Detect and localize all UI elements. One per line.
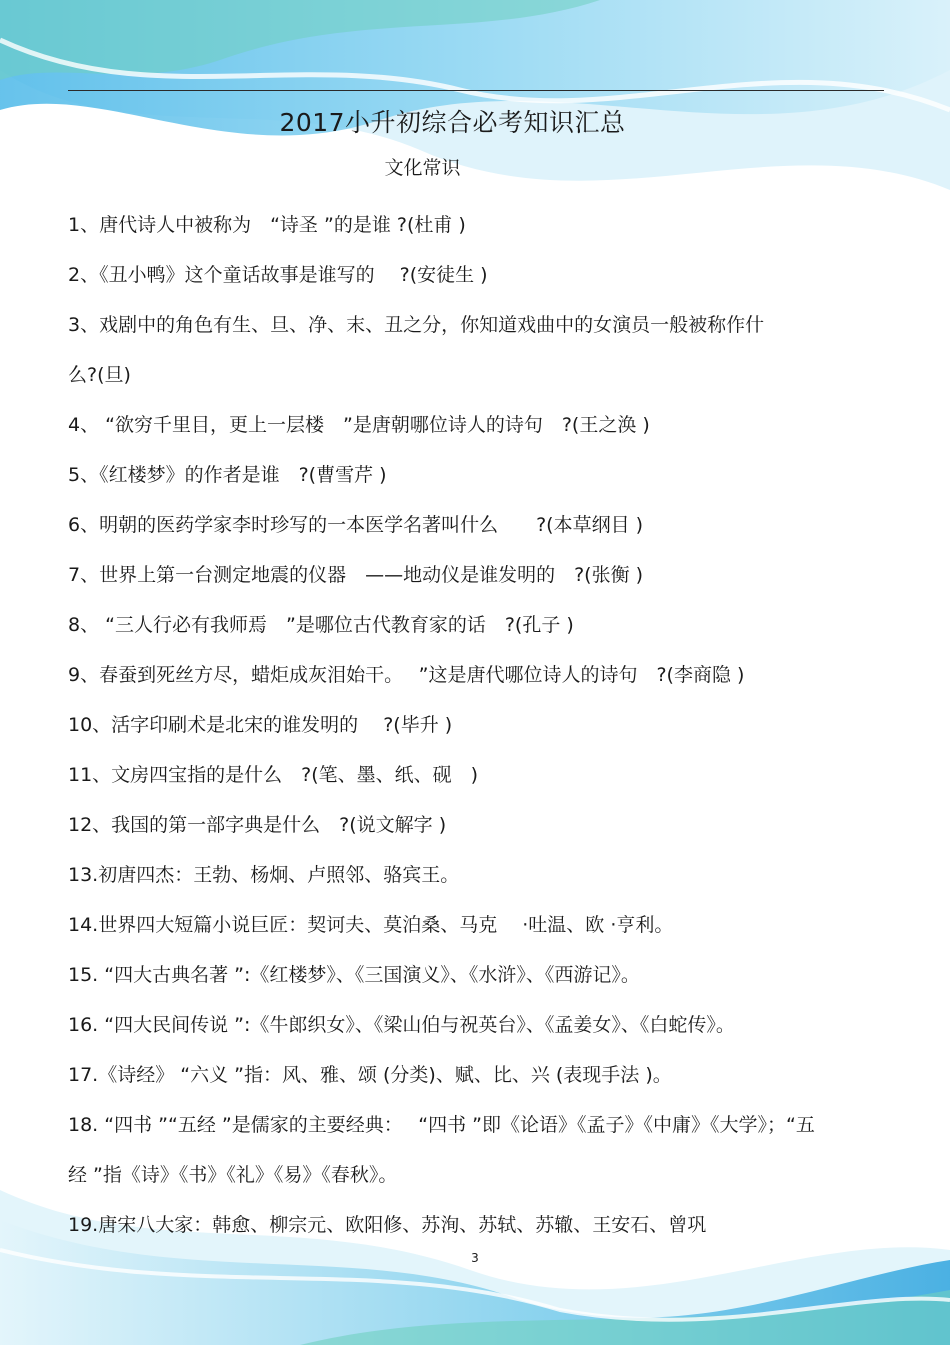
page-number: 3 <box>471 1251 479 1265</box>
list-item: 11、文房四宝指的是什么 ?(笔、墨、纸、砚 ) <box>68 764 479 786</box>
list-item: 12、我国的第一部字典是什么 ?(说文解字 ) <box>68 814 447 836</box>
list-item: 10、活字印刷术是北宋的谁发明的 ?(毕升 ) <box>68 714 453 736</box>
knowledge-list <box>68 200 888 1250</box>
list-item: 2、《丑小鸭》这个童话故事是谁写的 ?(安徒生 ) <box>68 264 488 286</box>
list-item: 5、《红楼梦》的作者是谁 ?(曹雪芹 ) <box>68 464 387 486</box>
list-item: 18. “四书 ”“五经 ”是儒家的主要经典： “四书 ”即《论语》《孟子》《中庸》《大学》；“五 <box>68 1114 815 1136</box>
document-title: 2017小升初综合必考知识汇总 <box>279 108 626 137</box>
list-item: 19.唐宋八大家：韩愈、柳宗元、欧阳修、苏洵、苏轼、苏辙、王安石、曾巩 <box>68 1214 707 1236</box>
header-rule <box>68 90 884 91</box>
list-item: 13.初唐四杰：王勃、杨炯、卢照邻、骆宾王。 <box>68 864 460 886</box>
list-item: 7、世界上第一台测定地震的仪器 ——地动仪是谁发明的 ?(张衡 ) <box>68 564 644 586</box>
list-item: 经 ”指《诗》《书》《礼》《易》《春秋》。 <box>68 1164 398 1186</box>
list-item: 14.世界四大短篇小说巨匠：契诃夫、莫泊桑、马克 ·吐温、欧 ·亨利。 <box>68 914 674 936</box>
list-item: 6、明朝的医药学家李时珍写的一本医学名著叫什么 ?(本草纲目 ) <box>68 514 644 536</box>
list-item: 4、 “欲穷千里目，更上一层楼 ”是唐朝哪位诗人的诗句 ?(王之涣 ) <box>68 414 650 436</box>
list-item: 17.《诗经》 “六义 ”指：风、雅、颂 (分类)、赋、比、兴 (表现手法 )。 <box>68 1064 672 1086</box>
list-item: 么?(旦) <box>68 364 131 386</box>
list-item: 8、 “三人行必有我师焉 ”是哪位古代教育家的话 ?(孔子 ) <box>68 614 574 636</box>
list-item: 9、春蚕到死丝方尽，蜡炬成灰泪始干。 ”这是唐代哪位诗人的诗句 ?(李商隐 ) <box>68 664 745 686</box>
section-subtitle: 文化常识 <box>384 157 461 179</box>
list-item: 16. “四大民间传说 ”:《牛郎织女》、《梁山伯与祝英台》、《孟姜女》、《白蛇传》。 <box>68 1014 735 1036</box>
list-item: 15. “四大古典名著 ”:《红楼梦》、《三国演义》、《水浒》、《西游记》。 <box>68 964 640 986</box>
list-item: 1、唐代诗人中被称为 “诗圣 ”的是谁 ?(杜甫 ) <box>68 214 466 236</box>
list-item: 3、戏剧中的角色有生、旦、净、末、丑之分，你知道戏曲中的女演员一般被称作什 <box>68 314 765 336</box>
